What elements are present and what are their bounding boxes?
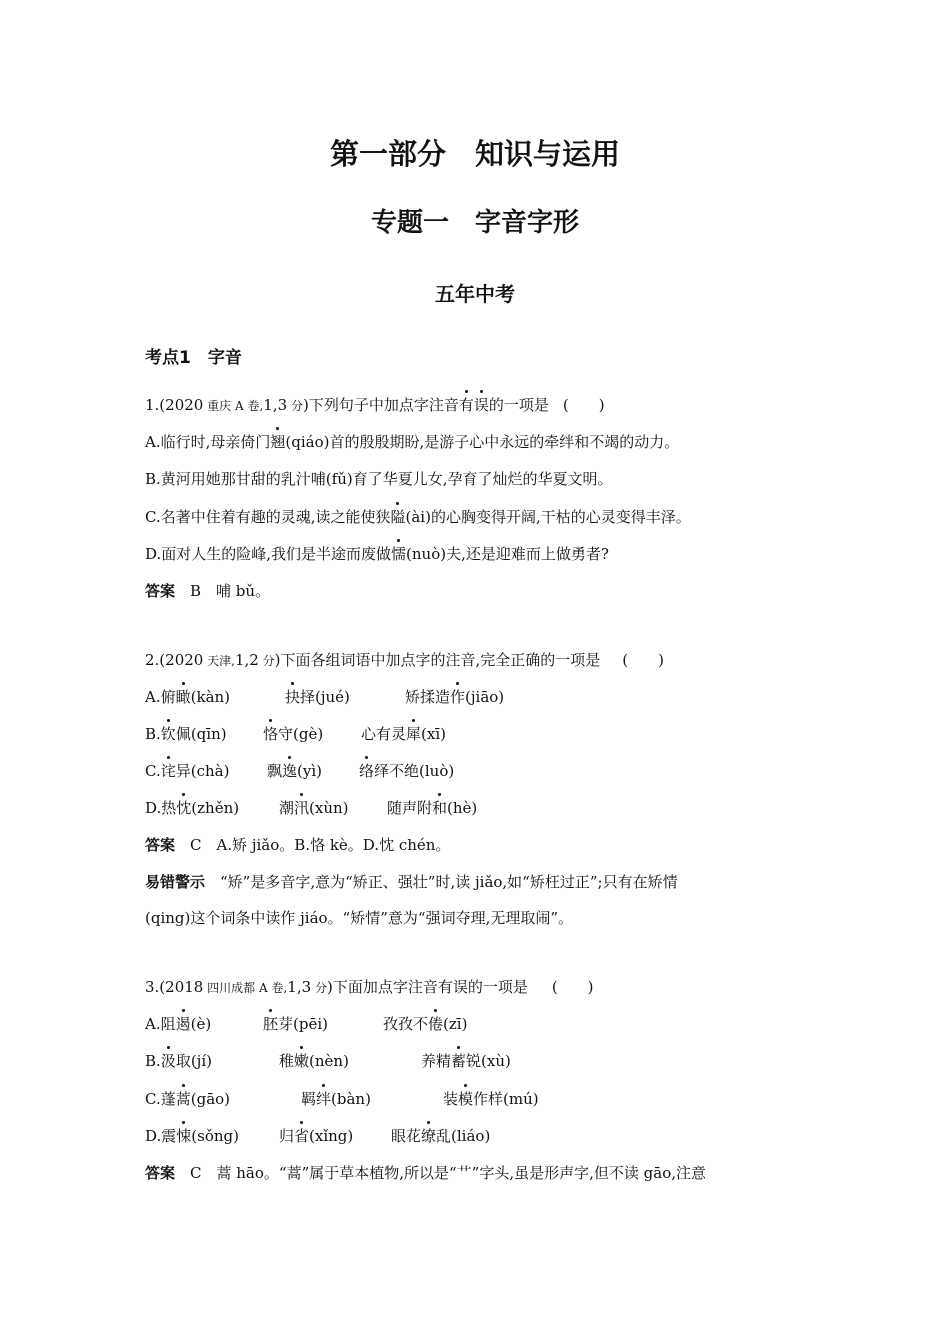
- page-title: 第一部分 知识与运用: [329, 137, 620, 171]
- q1-option-d: D.面对人生的险峰,我们是半途而废做懦(nuò)夫,还是迎难而上做勇者?: [145, 545, 609, 563]
- chapter-title: 专题一 字音字形: [370, 208, 579, 238]
- q3-option-a: A.阻遏(è) 胚芽(pēi) 孜孜不倦(zī): [145, 1015, 468, 1033]
- q1-answer: 答案 B 哺 bǔ。: [145, 582, 271, 600]
- q2-option-b: B.钦佩(qīn) 恪守(gè) 心有灵犀(xī): [145, 725, 446, 743]
- q3-answer: 答案 C 蒿 hāo。“蒿”属于草本植物,所以是“艹”字头,虽是形声字,但不读 gāo,注意: [145, 1164, 706, 1182]
- q2-warning: 易错警示 “矫”是多音字,意为“矫正、强壮”时,读 jiǎo,如“矫枉过正”;只有在矫情: [145, 873, 678, 891]
- q2-option-a: A.俯瞰(kàn) 抉择(jué) 矫揉造作(jiāo): [145, 688, 505, 706]
- topic-heading: 考点1 字音: [145, 348, 242, 368]
- q2-stem: 2.(2020 天津,1,2 分)下面各组词语中加点字的注音,完全正确的一项是 ( ): [145, 651, 665, 669]
- q1-option-c: C.名著中住着有趣的灵魂,读之能使狭隘(ài)的心胸变得开阔,干枯的心灵变得丰泽。: [145, 508, 691, 526]
- q3-option-d: D.震悚(sǒng) 归省(xǐng) 眼花缭乱(liáo): [145, 1127, 491, 1145]
- q1-option-a: A.临行时,母亲倚门翘(qiáo)首的殷殷期盼,是游子心中永远的牵绊和不竭的动力。: [145, 433, 680, 451]
- q1-stem: 1.(2020 重庆 A 卷,1,3 分)下列句子中加点字注音有误的一项是 ( ): [145, 396, 605, 414]
- section-label: 五年中考: [435, 282, 515, 306]
- q2-option-c: C.诧异(chà) 飘逸(yì) 络绎不绝(luò): [145, 762, 455, 780]
- q2-warning-cont: (qing)这个词条中读作 jiáo。“矫情”意为“强词夺理,无理取闹”。: [145, 909, 574, 927]
- q3-stem: 3.(2018 四川成都 A 卷,1,3 分)下面加点字注音有误的一项是 ( ): [145, 978, 594, 996]
- q3-option-b: B.汲取(jí) 稚嫩(nèn) 养精蓄锐(xù): [145, 1052, 511, 1070]
- q1-option-b: B.黄河用她那甘甜的乳汁哺(fǔ)育了华夏儿女,孕育了灿烂的华夏文明。: [145, 470, 613, 488]
- q2-answer: 答案 C A.矫 jiǎo。B.恪 kè。D.忱 chén。: [145, 836, 451, 854]
- q2-option-d: D.热忱(zhěn) 潮汛(xùn) 随声附和(hè): [145, 799, 478, 817]
- q3-option-c: C.蓬蒿(gāo) 羁绊(bàn) 装模作样(mú): [145, 1090, 539, 1108]
